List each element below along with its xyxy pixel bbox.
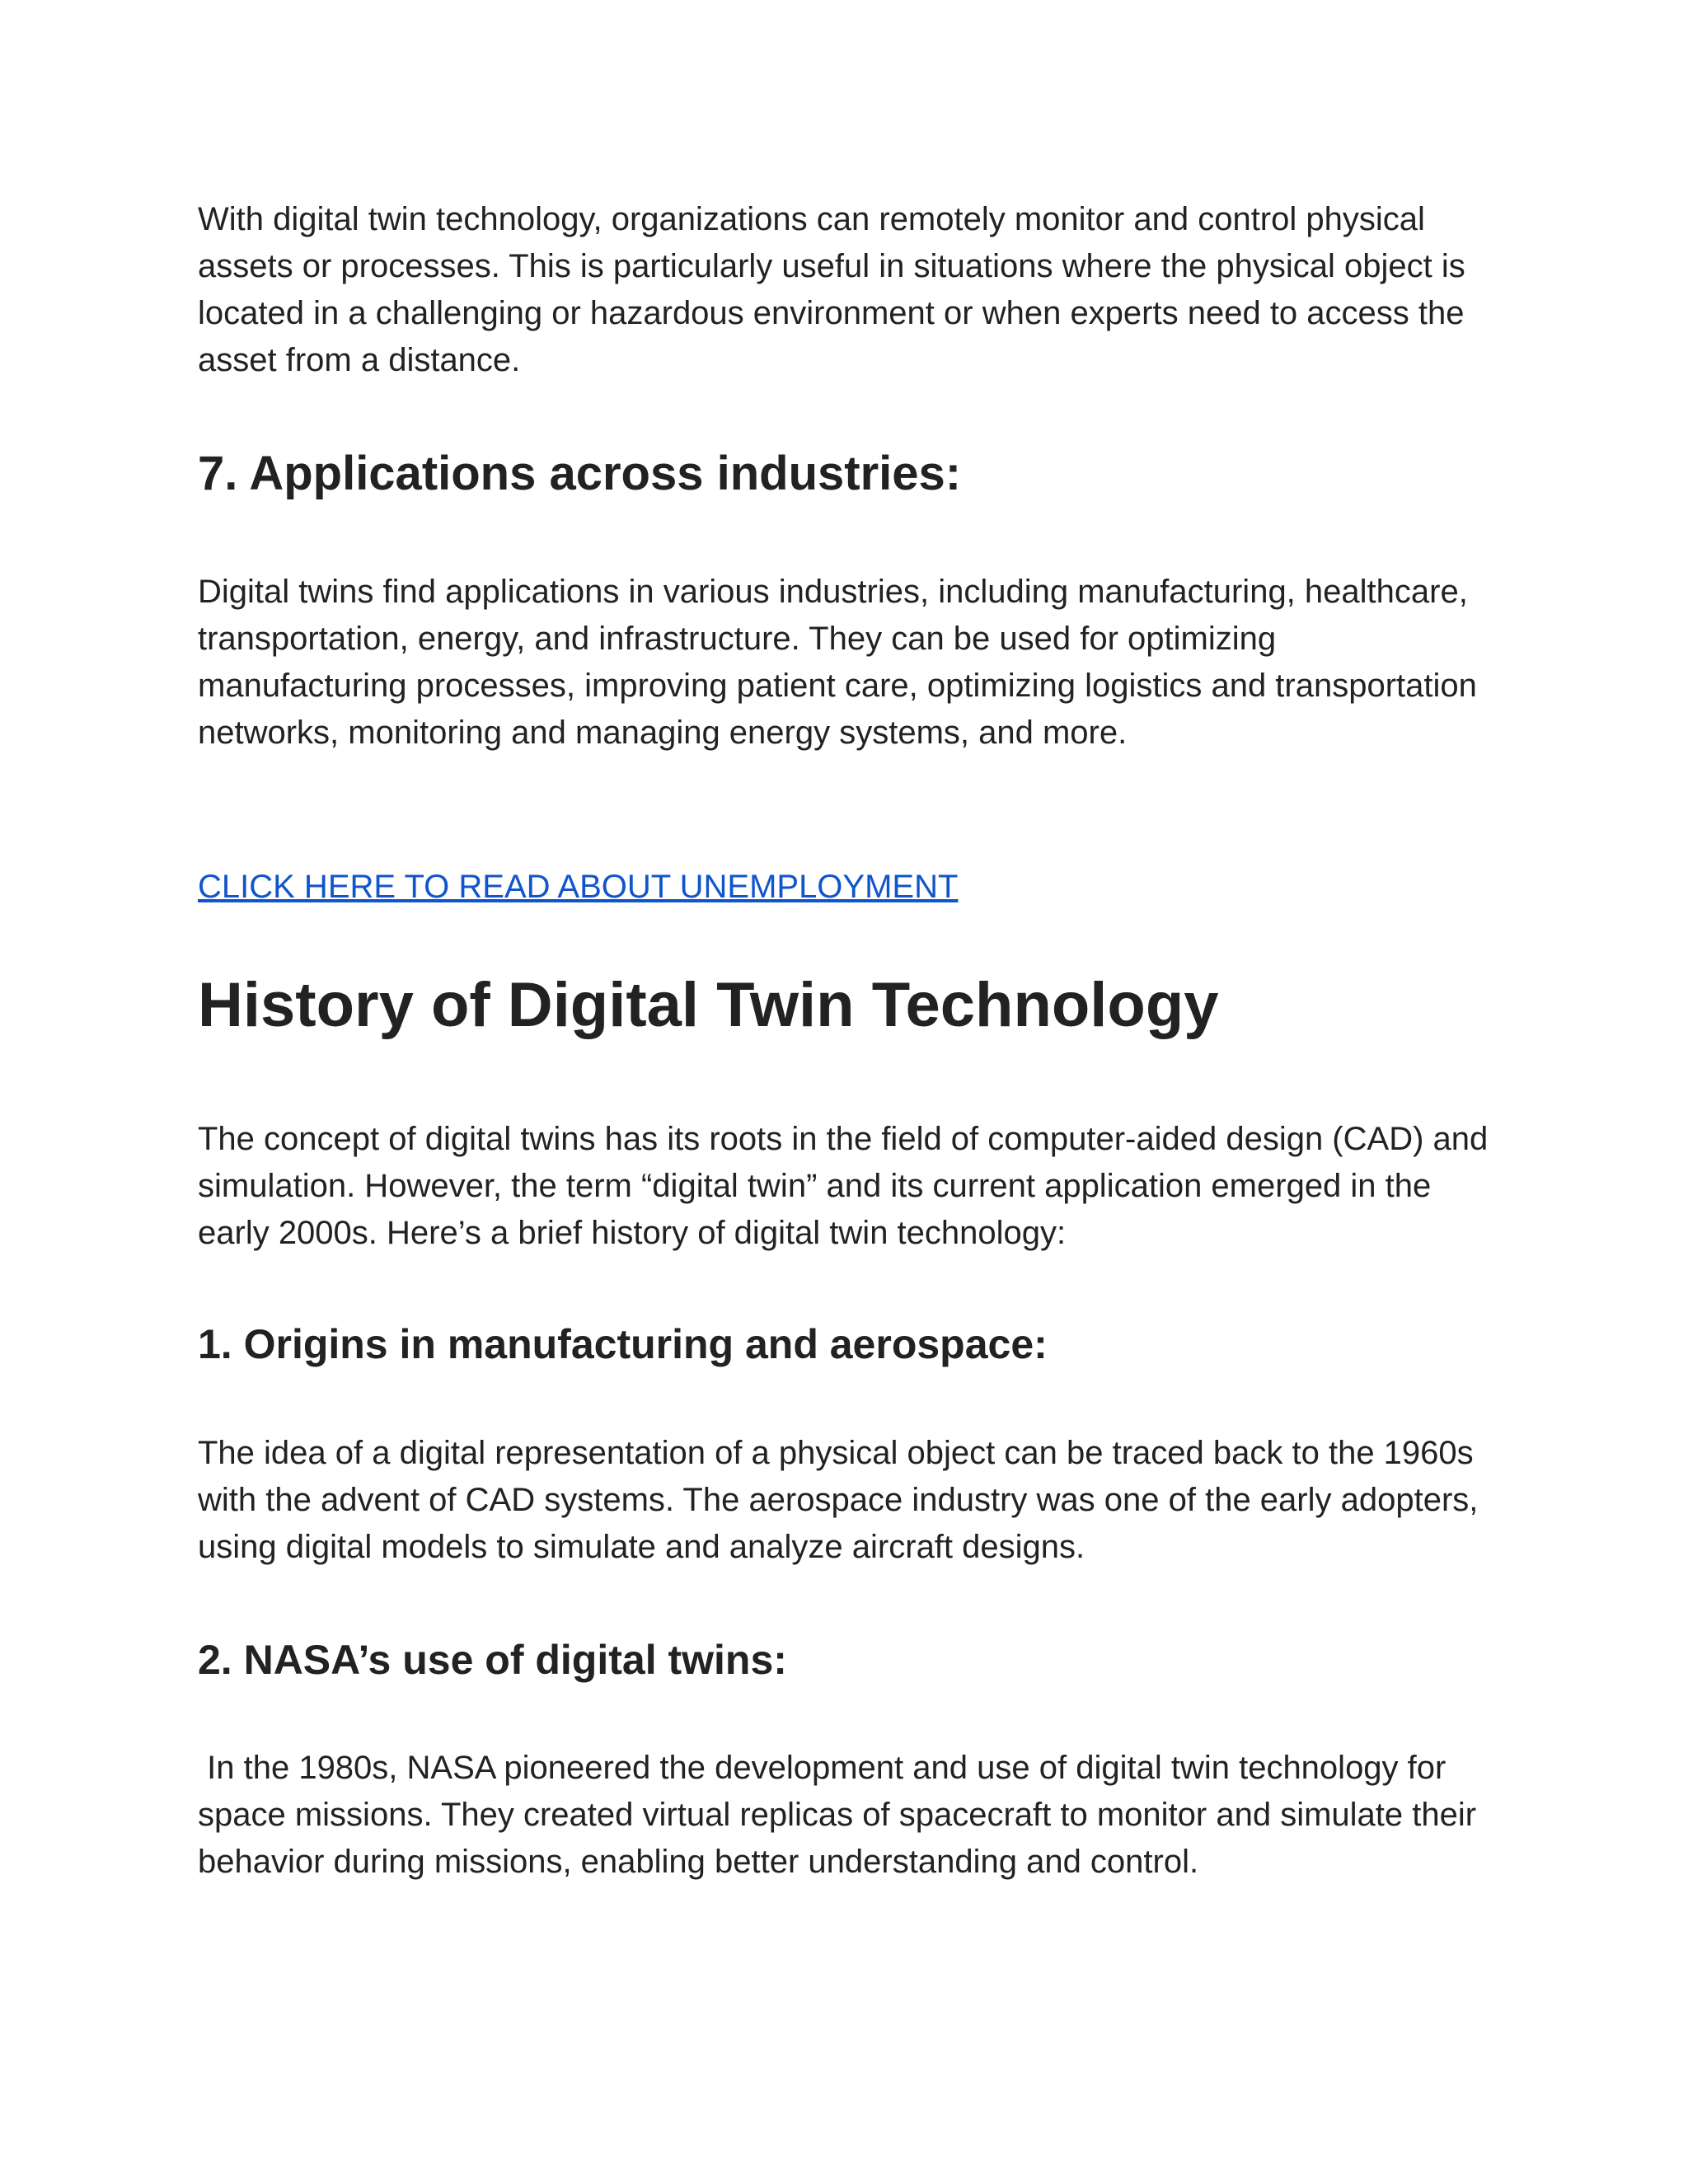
history-item-2-paragraph: In the 1980s, NASA pioneered the development and use of digital twin technology for space missions. They created virtual replicas of spacecraft to monitor and simulate their behavior during missions, enabling better understanding and control.	[198, 1750, 1486, 1880]
unemployment-link[interactable]: CLICK HERE TO READ ABOUT UNEMPLOYMENT	[198, 869, 959, 905]
history-intro-paragraph: The concept of digital twins has its roots in the field of computer-aided design (CAD) and simulation. However, the term “digital twin” and its current application emerged in the early 2000s. Here’s a brief history of digital twin technology:	[198, 1121, 1489, 1251]
history-heading: History of Digital Twin Technology	[198, 970, 1219, 1040]
section-7-paragraph: Digital twins find applications in various industries, including manufacturing, healthcare, transportation, energy, and infrastructure. They can be used for optimizing manufacturing processes, improving patient care, optimizing logistics and transportation networks, monitoring and managing energy systems, and more.	[198, 574, 1477, 751]
history-item-1-paragraph: The idea of a digital representation of a physical object can be traced back to the 1960s with the advent of CAD systems. The aerospace industry was one of the early adopters, using digital models to simulate and analyze aircraft designs.	[198, 1435, 1479, 1565]
history-item-2-heading: 2. NASA’s use of digital twins:	[198, 1637, 787, 1683]
section-7-heading: 7. Applications across industries:	[198, 447, 962, 500]
history-item-1-heading: 1. Origins in manufacturing and aerospace:	[198, 1321, 1048, 1367]
intro-paragraph: With digital twin technology, organizations can remotely monitor and control physical assets or processes. This is particularly useful in situations where the physical object is located in a challenging or hazardous environment or when experts need to access the asset from a distance.	[198, 201, 1465, 378]
